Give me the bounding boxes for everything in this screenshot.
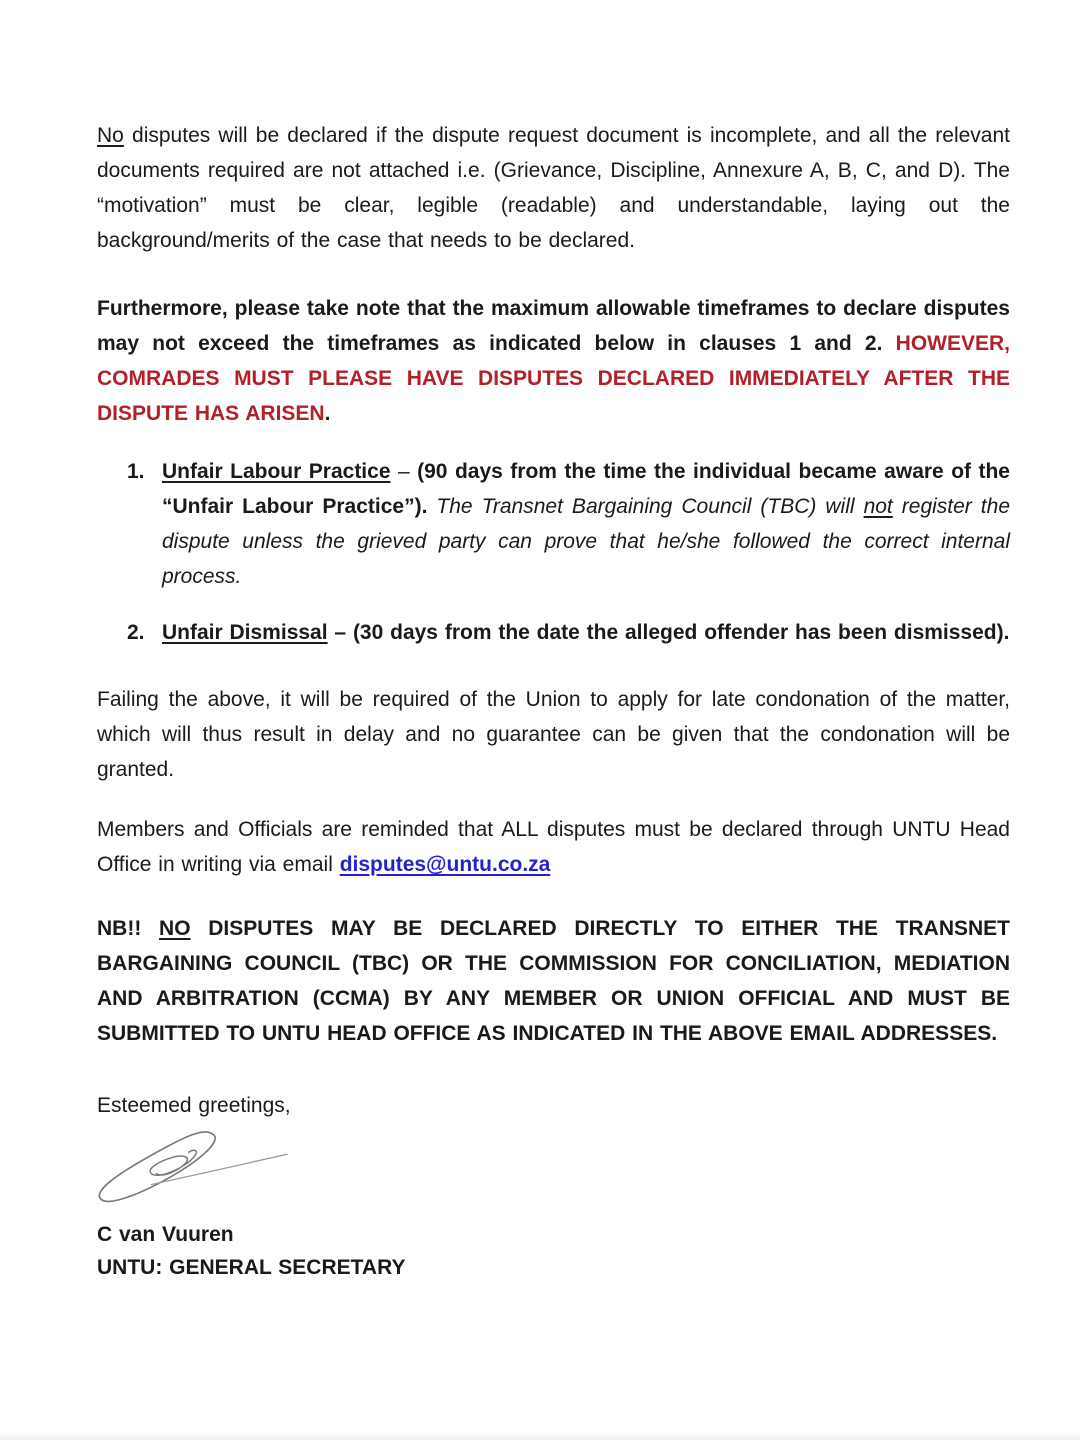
signatory-name: C van Vuuren [97, 1223, 234, 1246]
clause-title: Unfair Dismissal [162, 621, 328, 644]
paragraph-intro [97, 118, 1010, 258]
clause-unfair-labour-practice [97, 454, 1010, 594]
clause-list [97, 454, 1010, 650]
timeframes-closing-period: . [324, 402, 331, 425]
clause-dash: – [327, 621, 353, 644]
signature-block [97, 1218, 1010, 1284]
clause-note-end: register the dispute unless the grieved party can prove that he/she followed the correct internal process. [162, 495, 1010, 588]
signature-scribble [95, 1126, 290, 1204]
paragraph-condonation: Failing the above, it will be required of the Union to apply for late condonation of the matter, which will thus result in delay and no guarantee can be given that the condonation will be granted. [97, 688, 1010, 781]
paragraph-nb-notice [97, 911, 1010, 1051]
timeframes-red-warning: HOWEVER, COMRADES MUST PLEASE HAVE DISPUTES DECLARED IMMEDIATELY AFTER THE DISPUTE HAS ARISEN [97, 332, 1010, 425]
clause-number: 1. [127, 460, 145, 483]
paragraph-members [97, 812, 1010, 882]
closing-greeting: Esteemed greetings, [97, 1094, 291, 1117]
intro-body-text: disputes will be declared if the dispute request document is incomplete, and all the relevant documents required are not attached i.e. (Grievance, Discipline, Annexure A, B, C, and D). The “motivation” must be clear, legible (readable) and understandable, laying out the background/merits of the case that needs to be declared. [97, 124, 1010, 252]
paragraph-timeframes [97, 291, 1010, 431]
clause-unfair-dismissal [97, 615, 1010, 650]
timeframes-separator: . [876, 332, 896, 355]
clause-timeframe: (30 days from the date the alleged offender has been dismissed). [352, 621, 1010, 644]
clause-note-start: The Transnet Bargaining Council (TBC) will [436, 495, 864, 518]
clause-title: Unfair Labour Practice [162, 460, 391, 483]
clause-dash: – [390, 460, 418, 483]
nb-body-text: DISPUTES MAY BE DECLARED DIRECTLY TO EITHER THE TRANSNET BARGAINING COUNCIL (TBC) OR THE COMMISSION FOR CONCILIATION, MEDIATION AND ARBITRATION (CCMA) BY ANY MEMBER OR UNION OFFICIAL AND MUST BE SUBMITTED TO UNTU HEAD OFFICE AS INDICATED IN THE ABOVE EMAIL ADDRESSES. [97, 917, 1011, 1045]
nb-prefix: NB!! [97, 917, 160, 940]
clause-note-underlined: not [863, 495, 893, 518]
page-bottom-edge [0, 1432, 1080, 1440]
nb-no-underlined: NO [159, 917, 191, 940]
members-text: Members and Officials are reminded that ALL disputes must be declared through UNTU Head Office in writing via email [97, 818, 1010, 876]
clause-timeframe: (90 days from the time the individual became aware of the “Unfair Labour Practice”). [162, 460, 1010, 518]
intro-lead-underlined: No [97, 124, 124, 147]
disputes-email-link[interactable]: disputes@untu.co.za [339, 853, 551, 876]
signatory-title: UNTU: GENERAL SECRETARY [97, 1256, 406, 1279]
timeframes-black-text: Furthermore, please take note that the maximum allowable timeframes to declare disputes may not exceed the timeframes as indicated below in clauses 1 and 2 [97, 297, 1010, 355]
clause-number: 2. [127, 621, 145, 644]
letter-body [97, 118, 1010, 1284]
